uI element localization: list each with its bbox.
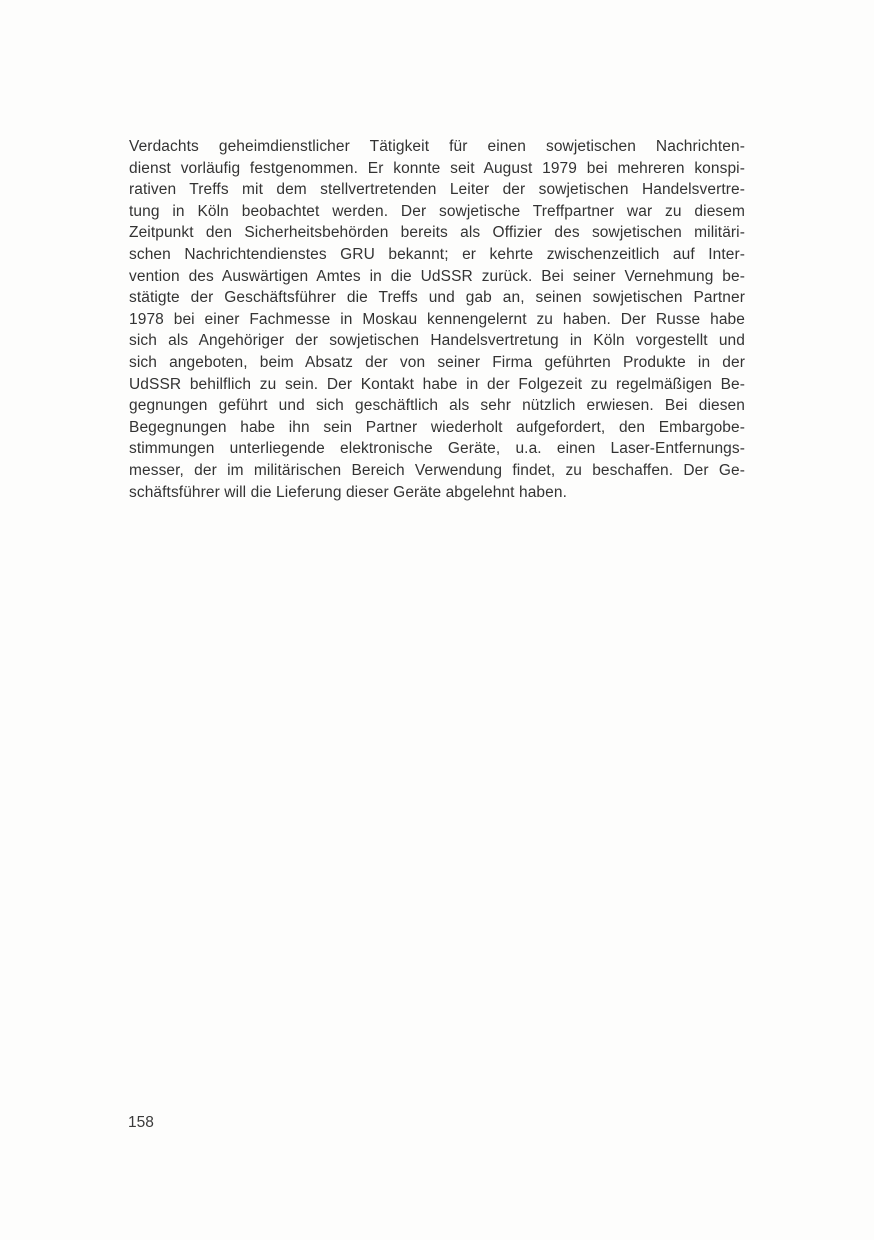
text-line: messer, der im militärischen Bereich Verwendung findet, zu beschaffen. Der Ge- [129, 461, 745, 479]
text-line: schen Nachrichtendienstes GRU bekannt; er kehrte zwischenzeitlich auf Inter- [129, 245, 745, 263]
text-line: sich als Angehöriger der sowjetischen Handelsvertretung in Köln vorgestellt und [129, 332, 745, 350]
text-line: UdSSR behilflich zu sein. Der Kontakt habe in der Folgezeit zu regelmäßigen Be- [129, 375, 745, 393]
text-line: tung in Köln beobachtet werden. Der sowjetische Treffpartner war zu diesem [129, 202, 745, 220]
text-line: stätigte der Geschäftsführer die Treffs und gab an, seinen sowjetischen Partner [129, 289, 745, 307]
text-line: Begegnungen habe ihn sein Partner wiederholt aufgefordert, den Embargobe- [129, 418, 745, 436]
text-line: gegnungen geführt und sich geschäftlich als sehr nützlich erwiesen. Bei diesen [129, 397, 745, 415]
text-line: schäftsführer will die Lieferung dieser Geräte abgelehnt haben. [129, 483, 567, 501]
page-number: 158 [128, 1114, 154, 1131]
text-line: 1978 bei einer Fachmesse in Moskau kennengelernt zu haben. Der Russe habe [129, 310, 745, 328]
text-line: sich angeboten, beim Absatz der von seiner Firma geführten Produkte in der [129, 353, 745, 371]
text-line: rativen Treffs mit dem stellvertretenden Leiter der sowjetischen Handelsvertre- [129, 181, 745, 199]
text-line: vention des Auswärtigen Amtes in die UdSSR zurück. Bei seiner Vernehmung be- [129, 267, 745, 285]
text-line: Verdachts geheimdienstlicher Tätigkeit für einen sowjetischen Nachrichten- [129, 138, 745, 155]
text-line: stimmungen unterliegende elektronische Geräte, u.a. einen Laser-Entfernungs- [129, 440, 745, 458]
text-line: dienst vorläufig festgenommen. Er konnte seit August 1979 bei mehreren konspi- [129, 159, 745, 177]
body-text-paragraph [129, 136, 745, 503]
text-line: Zeitpunkt den Sicherheitsbehörden bereits als Offizier des sowjetischen militäri- [129, 224, 745, 242]
